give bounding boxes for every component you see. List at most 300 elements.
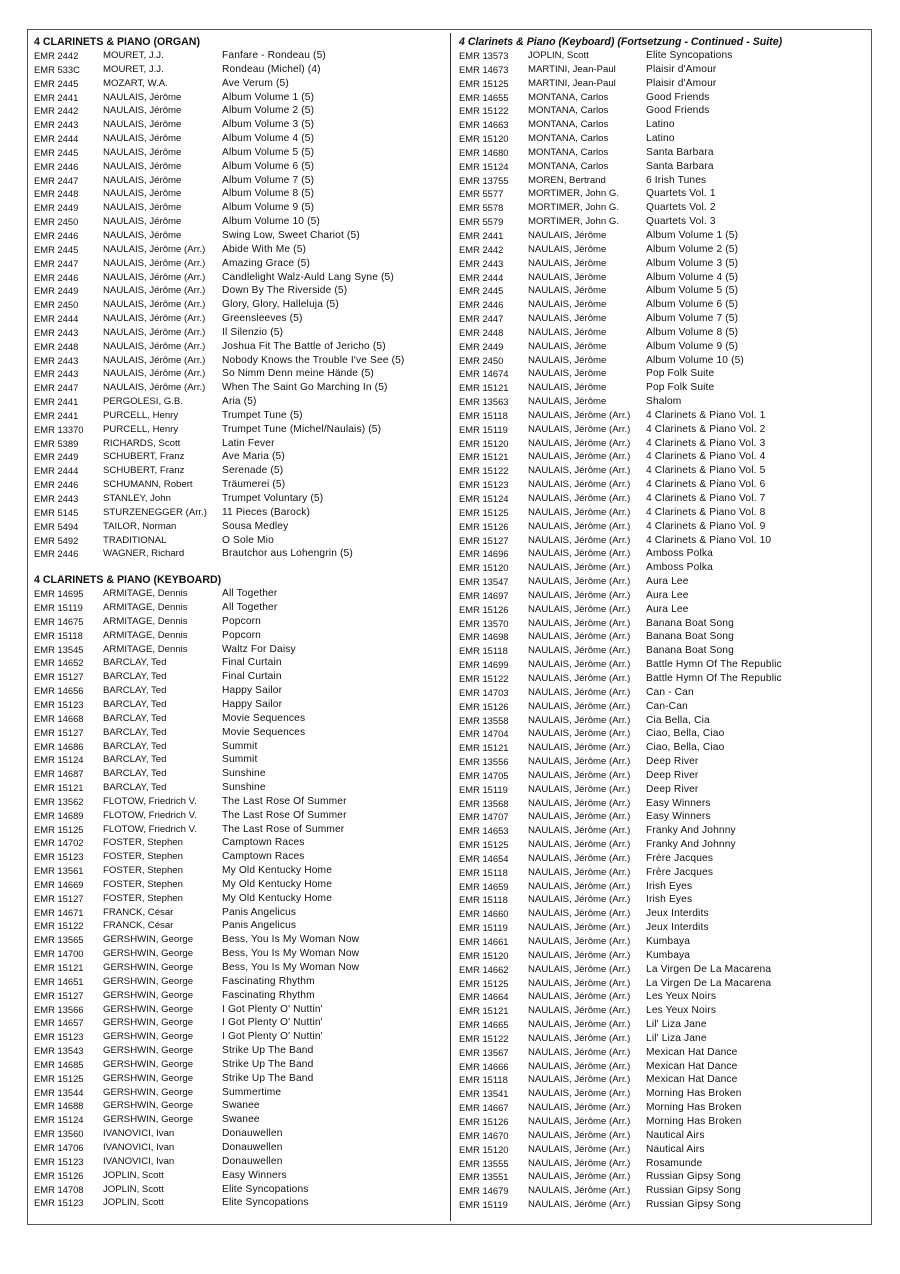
composer: FOSTER, Stephen	[103, 837, 183, 849]
title: Fascinating Rhythm	[222, 989, 315, 1001]
composer: NAULAIS, Jérôme	[103, 202, 182, 214]
list-item	[34, 1113, 444, 1127]
list-item	[34, 1086, 444, 1100]
composer: NAULAIS, Jérôme (Arr.)	[528, 562, 631, 574]
title: Easy Winners	[222, 1169, 287, 1181]
list-item	[459, 91, 867, 105]
composer: FLOTOW, Friedrich V.	[103, 823, 197, 835]
list-item	[459, 395, 867, 409]
catalog-number: EMR 15124	[459, 160, 509, 172]
catalog-number: EMR 15126	[459, 603, 509, 615]
title: Can - Can	[646, 686, 694, 698]
title: Russian Gipsy Song	[646, 1199, 741, 1211]
title: Elite Syncopations	[222, 1197, 309, 1209]
title: 4 Clarinets & Piano Vol. 7	[646, 493, 766, 504]
catalog-number: EMR 14700	[34, 948, 84, 960]
catalog-number: EMR 13543	[34, 1045, 84, 1057]
catalog-number: EMR 13545	[34, 643, 84, 655]
composer: FLOTOW, Friedrich V.	[103, 809, 197, 821]
title: Il Silenzio (5)	[222, 326, 284, 338]
composer: FOSTER, Stephen	[103, 892, 183, 904]
catalog-number: EMR 14665	[459, 1019, 509, 1031]
catalog-number: EMR 15126	[459, 520, 509, 532]
title: Summertime	[222, 1086, 282, 1098]
composer: NAULAIS, Jérôme (Arr.)	[528, 714, 631, 726]
list-item	[459, 1046, 867, 1060]
catalog-number: EMR 2444	[34, 313, 79, 325]
composer: NAULAIS, Jérôme (Arr.)	[528, 1088, 631, 1100]
composer: NAULAIS, Jérôme (Arr.)	[528, 991, 631, 1003]
list-item	[459, 949, 867, 963]
composer: SCHUBERT, Franz	[103, 465, 185, 477]
list-item	[34, 615, 444, 629]
title: Lil' Liza Jane	[646, 1019, 707, 1031]
title: I Got Plenty O' Nuttin'	[222, 1003, 323, 1015]
composer: NAULAIS, Jérôme (Arr.)	[528, 700, 631, 712]
list-item	[34, 1196, 444, 1210]
catalog-number: EMR 13560	[34, 1128, 84, 1140]
list-item	[459, 866, 867, 880]
composer: TAILOR, Norman	[103, 520, 177, 532]
list-item	[459, 824, 867, 838]
catalog-number: EMR 14708	[34, 1183, 84, 1195]
composer: NAULAIS, Jérôme (Arr.)	[103, 271, 206, 283]
catalog-number: EMR 2444	[459, 271, 504, 283]
catalog-number: EMR 13370	[34, 423, 84, 435]
catalog-number: EMR 14674	[459, 368, 509, 380]
title: Summit	[222, 754, 258, 766]
title: Deep River	[646, 769, 699, 781]
title: Popcorn	[222, 615, 261, 627]
catalog-number: EMR 2447	[34, 382, 79, 394]
composer: NAULAIS, Jérôme (Arr.)	[528, 576, 631, 588]
title: Movie Sequences	[222, 726, 306, 738]
list-item	[459, 298, 867, 312]
title: Album Volume 9 (5)	[222, 202, 315, 214]
title: Album Volume 4 (5)	[646, 271, 739, 283]
title: 4 Clarinets & Piano Vol. 1	[646, 409, 766, 421]
catalog-number: EMR 15126	[459, 700, 509, 712]
list-item	[34, 257, 444, 271]
composer: PURCELL, Henry	[103, 423, 179, 435]
title: Mexican Hat Dance	[646, 1074, 738, 1086]
composer: NAULAIS, Jérôme (Arr.)	[103, 326, 206, 338]
list-item	[459, 561, 867, 575]
list-item	[34, 933, 444, 947]
title: Banana Boat Song	[646, 631, 734, 643]
composer: MONTANA, Carlos	[528, 146, 609, 158]
composer: NAULAIS, Jérôme (Arr.)	[528, 1046, 631, 1058]
catalog-number: EMR 15121	[459, 1005, 509, 1017]
catalog-number: EMR 2441	[34, 409, 79, 421]
composer: NAULAIS, Jérôme	[103, 133, 182, 145]
catalog-number: EMR 15125	[459, 977, 509, 989]
title: Trumpet Tune (5)	[222, 409, 303, 421]
composer: MONTANA, Carlos	[528, 160, 609, 172]
composer: NAULAIS, Jérôme	[103, 174, 182, 186]
composer: GERSHWIN, George	[103, 934, 194, 946]
list-item	[34, 312, 444, 326]
catalog-number: EMR 5145	[34, 506, 79, 518]
title: When The Saint Go Marching In (5)	[222, 382, 388, 394]
list-item	[459, 340, 867, 354]
catalog-number: EMR 15123	[34, 698, 84, 710]
title: The Last Rose Of Summer	[222, 795, 347, 807]
column-divider	[450, 33, 451, 1221]
title: Easy Winners	[646, 811, 711, 823]
catalog-number: EMR 14695	[34, 588, 84, 600]
composer: NAULAIS, Jérôme (Arr.)	[103, 299, 206, 311]
list-item	[34, 160, 444, 174]
catalog-number: EMR 15121	[459, 451, 509, 463]
composer: FOSTER, Stephen	[103, 865, 183, 877]
composer: NAULAIS, Jérôme (Arr.)	[103, 382, 206, 394]
composer: NAULAIS, Jérôme (Arr.)	[528, 659, 631, 671]
composer: FOSTER, Stephen	[103, 878, 183, 890]
catalog-number: EMR 14653	[459, 825, 509, 837]
list-item	[34, 381, 444, 395]
composer: BARCLAY, Ted	[103, 671, 167, 683]
title: Sousa Medley	[222, 520, 289, 532]
list-item	[459, 450, 867, 464]
title: All Together	[222, 602, 278, 614]
composer: NAULAIS, Jérôme (Arr.)	[528, 742, 631, 754]
list-item	[459, 506, 867, 520]
composer: MORTIMER, John G.	[528, 188, 619, 200]
catalog-number: EMR 14655	[459, 91, 509, 103]
list-item	[34, 892, 444, 906]
composer: GERSHWIN, George	[103, 1045, 194, 1057]
catalog-number: EMR 13541	[459, 1088, 509, 1100]
title: 4 Clarinets & Piano Vol. 2	[646, 423, 766, 435]
catalog-number: EMR 14675	[34, 615, 84, 627]
catalog-number: EMR 2448	[34, 188, 79, 200]
list-item	[34, 767, 444, 781]
list-item	[459, 686, 867, 700]
title: La Virgen De La Macarena	[646, 963, 772, 975]
catalog-number: EMR 2443	[34, 326, 79, 338]
composer: NAULAIS, Jérôme (Arr.)	[528, 1157, 631, 1169]
section-heading: 4 CLARINETS & PIANO (ORGAN)	[34, 36, 200, 48]
composer: MONTANA, Carlos	[528, 91, 609, 103]
composer: GERSHWIN, George	[103, 1100, 194, 1112]
list-item	[34, 781, 444, 795]
composer: NAULAIS, Jérôme	[528, 396, 607, 408]
catalog-number: EMR 13567	[459, 1046, 509, 1058]
section-heading: 4 CLARINETS & PIANO (KEYBOARD)	[34, 574, 222, 587]
catalog-number: EMR 2446	[34, 479, 79, 491]
title: Album Volume 5 (5)	[222, 146, 315, 158]
list-item	[34, 1044, 444, 1058]
list-item	[459, 146, 867, 160]
title: Album Volume 6 (5)	[646, 299, 739, 311]
list-item	[34, 174, 444, 188]
title: Banana Boat Song	[646, 617, 734, 629]
composer: GERSHWIN, George	[103, 962, 194, 973]
title: Camptown Races	[222, 837, 305, 849]
title: Latino	[646, 119, 675, 131]
catalog-number: EMR 14702	[34, 837, 84, 849]
composer: NAULAIS, Jérôme (Arr.)	[528, 936, 631, 947]
catalog-number: EMR 14657	[34, 1017, 84, 1029]
title: Jeux Interdits	[646, 908, 709, 920]
composer: MORTIMER, John G.	[528, 216, 619, 228]
catalog-number: EMR 2450	[34, 216, 79, 228]
catalog-number: EMR 2441	[34, 91, 79, 103]
composer: NAULAIS, Jérôme (Arr.)	[528, 880, 631, 892]
composer: NAULAIS, Jérôme (Arr.)	[103, 243, 206, 255]
title: Rosamunde	[646, 1157, 703, 1169]
list-item	[459, 921, 867, 935]
list-item	[459, 187, 867, 201]
catalog-number: EMR 14652	[34, 657, 84, 669]
title: Summit	[222, 740, 258, 752]
catalog-number: EMR 15125	[459, 506, 509, 518]
list-item	[34, 423, 444, 437]
title: The Last Rose of Summer	[222, 823, 345, 835]
title: Ciao, Bella, Ciao	[646, 742, 725, 754]
catalog-number: EMR 15127	[34, 989, 84, 1001]
list-item	[459, 118, 867, 132]
catalog-number: EMR 14688	[34, 1100, 84, 1112]
catalog-number: EMR 2441	[34, 396, 79, 408]
catalog-number: EMR 15126	[34, 1169, 84, 1181]
list-item	[34, 919, 444, 933]
list-item	[34, 132, 444, 146]
title: Album Volume 5 (5)	[646, 285, 739, 297]
composer: JOPLIN, Scott	[103, 1197, 164, 1209]
catalog-number: EMR 2448	[459, 326, 504, 338]
catalog-number: EMR 15120	[459, 133, 509, 145]
composer: ARMITAGE, Dennis	[103, 615, 188, 627]
composer: NAULAIS, Jérôme	[528, 368, 607, 380]
list-item	[34, 878, 444, 892]
catalog-number: EMR 14671	[34, 906, 84, 918]
title: Donauwellen	[222, 1141, 283, 1153]
list-item	[34, 77, 444, 91]
catalog-number: EMR 14660	[459, 908, 509, 920]
catalog-number: EMR 533C	[34, 63, 80, 75]
title: Strike Up The Band	[222, 1045, 314, 1057]
title: Quartets Vol. 1	[646, 188, 716, 200]
list-item	[34, 823, 444, 837]
list-item	[459, 755, 867, 769]
composer: NAULAIS, Jérôme	[528, 285, 607, 297]
title: Battle Hymn Of The Republic	[646, 659, 782, 671]
list-item	[34, 975, 444, 989]
catalog-number: EMR 2448	[34, 340, 79, 352]
composer: NAULAIS, Jérôme (Arr.)	[528, 631, 631, 643]
composer: ARMITAGE, Dennis	[103, 643, 188, 655]
composer: NAULAIS, Jérôme	[103, 119, 182, 131]
list-item	[459, 575, 867, 589]
title: Waltz For Daisy	[222, 643, 296, 655]
composer: GERSHWIN, George	[103, 1031, 194, 1043]
composer: GERSHWIN, George	[103, 989, 194, 1001]
list-item	[459, 381, 867, 395]
catalog-number: EMR 14669	[34, 878, 84, 890]
list-item	[459, 603, 867, 617]
title: Ave Maria (5)	[222, 451, 285, 463]
title: Panis Angelicus	[222, 906, 297, 918]
composer: NAULAIS, Jérôme (Arr.)	[528, 756, 631, 768]
list-item	[459, 893, 867, 907]
catalog-number: EMR 15120	[459, 437, 509, 449]
title: Swanee	[222, 1114, 260, 1126]
title: Aria (5)	[222, 396, 257, 408]
title: 4 Clarinets & Piano Vol. 8	[646, 506, 766, 518]
title: My Old Kentucky Home	[222, 865, 333, 877]
list-item	[34, 437, 444, 451]
composer: IVANOVICI, Ivan	[103, 1141, 175, 1153]
title: Album Volume 2 (5)	[222, 105, 315, 117]
composer: NAULAIS, Jérôme (Arr.)	[528, 465, 631, 477]
list-item	[459, 1115, 867, 1129]
catalog-number: EMR 15122	[34, 920, 84, 932]
composer: NAULAIS, Jérôme (Arr.)	[103, 340, 206, 352]
composer: GERSHWIN, George	[103, 1003, 194, 1015]
composer: NAULAIS, Jérôme (Arr.)	[528, 520, 631, 532]
composer: NAULAIS, Jérôme (Arr.)	[103, 285, 206, 297]
list-item	[34, 271, 444, 285]
catalog-number: EMR 15118	[459, 645, 508, 657]
catalog-number: EMR 14698	[459, 631, 509, 643]
catalog-number: EMR 15123	[34, 1155, 84, 1167]
composer: NAULAIS, Jérôme (Arr.)	[528, 825, 631, 837]
list-item	[34, 643, 444, 657]
composer: NAULAIS, Jérôme (Arr.)	[528, 548, 631, 560]
list-item	[34, 1141, 444, 1155]
catalog-number: EMR 14668	[34, 712, 84, 724]
title: Bess, You Is My Woman Now	[222, 962, 360, 973]
title: Sunshine	[222, 782, 266, 794]
list-item	[34, 961, 444, 975]
title: Cia Bella, Cia	[646, 714, 710, 726]
title: Can-Can	[646, 700, 688, 712]
catalog-number: EMR 2443	[459, 257, 504, 269]
composer: FOSTER, Stephen	[103, 851, 183, 863]
catalog-number: EMR 13558	[459, 714, 509, 726]
list-item	[459, 797, 867, 811]
list-item	[459, 547, 867, 561]
catalog-number: EMR 2443	[34, 493, 79, 504]
catalog-number: EMR 13551	[459, 1171, 509, 1183]
composer: NAULAIS, Jérôme (Arr.)	[528, 963, 631, 975]
list-item	[34, 229, 444, 243]
list-item	[459, 160, 867, 174]
title: Aura Lee	[646, 589, 689, 601]
catalog-number: EMR 15120	[459, 1143, 509, 1155]
catalog-number: EMR 2450	[459, 354, 504, 366]
catalog-number: EMR 14689	[34, 809, 84, 821]
composer: BARCLAY, Ted	[103, 698, 167, 710]
catalog-number: EMR 14686	[34, 740, 84, 752]
catalog-number: EMR 2449	[34, 285, 79, 297]
composer: MOURET, J.J.	[103, 50, 164, 61]
title: Donauwellen	[222, 1155, 283, 1167]
catalog-number: EMR 13566	[34, 1003, 84, 1015]
composer: WAGNER, Richard	[103, 548, 185, 560]
catalog-number: EMR 14703	[459, 686, 509, 698]
catalog-number: EMR 14666	[459, 1060, 509, 1072]
composer: SCHUMANN, Robert	[103, 479, 193, 491]
title: Träumerei (5)	[222, 479, 286, 491]
catalog-number: EMR 13556	[459, 756, 509, 768]
list-item	[459, 367, 867, 381]
title: Strike Up The Band	[222, 1058, 314, 1070]
title: Franky And Johnny	[646, 825, 736, 837]
catalog-number: EMR 15118	[459, 866, 508, 878]
composer: NAULAIS, Jérôme (Arr.)	[528, 977, 631, 989]
list-item	[34, 354, 444, 368]
composer: STANLEY, John	[103, 493, 171, 504]
list-item	[34, 1003, 444, 1017]
catalog-number: EMR 15125	[34, 1072, 84, 1084]
composer: SCHUBERT, Franz	[103, 451, 185, 463]
catalog-number: EMR 15119	[34, 602, 83, 614]
list-item	[34, 656, 444, 670]
list-item	[34, 492, 444, 506]
catalog-number: EMR 14673	[459, 63, 509, 75]
catalog-number: EMR 15124	[34, 1114, 84, 1126]
list-item	[459, 769, 867, 783]
title: Morning Has Broken	[646, 1088, 742, 1100]
composer: GERSHWIN, George	[103, 1058, 194, 1070]
title: Quartets Vol. 2	[646, 202, 716, 214]
list-item	[459, 1073, 867, 1087]
title: Album Volume 1 (5)	[646, 229, 739, 241]
composer: BARCLAY, Ted	[103, 754, 167, 766]
list-item	[34, 187, 444, 201]
title: Aura Lee	[646, 603, 689, 615]
title: Fascinating Rhythm	[222, 975, 315, 987]
list-item	[459, 63, 867, 77]
list-item	[34, 520, 444, 534]
catalog-number: EMR 14697	[459, 589, 509, 601]
composer: NAULAIS, Jérôme (Arr.)	[528, 603, 631, 615]
title: Pop Folk Suite	[646, 368, 715, 380]
composer: NAULAIS, Jérôme (Arr.)	[528, 409, 631, 421]
catalog-number: EMR 15124	[34, 754, 84, 766]
title: I Got Plenty O' Nuttin'	[222, 1031, 323, 1043]
list-item	[34, 284, 444, 298]
list-item	[459, 49, 867, 63]
catalog-number: EMR 15125	[459, 839, 509, 851]
title: Latin Fever	[222, 437, 275, 449]
composer: MOURET, J.J.	[103, 63, 164, 75]
list-item	[34, 450, 444, 464]
list-item	[34, 367, 444, 381]
composer: NAULAIS, Jérôme	[103, 91, 182, 103]
catalog-number: EMR 15119	[459, 423, 508, 435]
list-item	[34, 340, 444, 354]
composer: NAULAIS, Jérôme	[528, 326, 607, 338]
composer: NAULAIS, Jérôme	[528, 271, 607, 283]
list-item	[34, 243, 444, 257]
list-item	[34, 409, 444, 423]
title: Happy Sailor	[222, 698, 283, 710]
composer: NAULAIS, Jérôme	[528, 354, 607, 366]
list-item	[459, 990, 867, 1004]
composer: NAULAIS, Jérôme (Arr.)	[528, 451, 631, 463]
catalog-number: EMR 2443	[34, 119, 79, 131]
composer: GERSHWIN, George	[103, 975, 194, 987]
composer: NAULAIS, Jérôme (Arr.)	[528, 852, 631, 864]
composer: JOPLIN, Scott	[528, 50, 589, 61]
catalog-number: EMR 13562	[34, 795, 84, 807]
catalog-number: EMR 15121	[34, 962, 84, 973]
list-item	[459, 409, 867, 423]
